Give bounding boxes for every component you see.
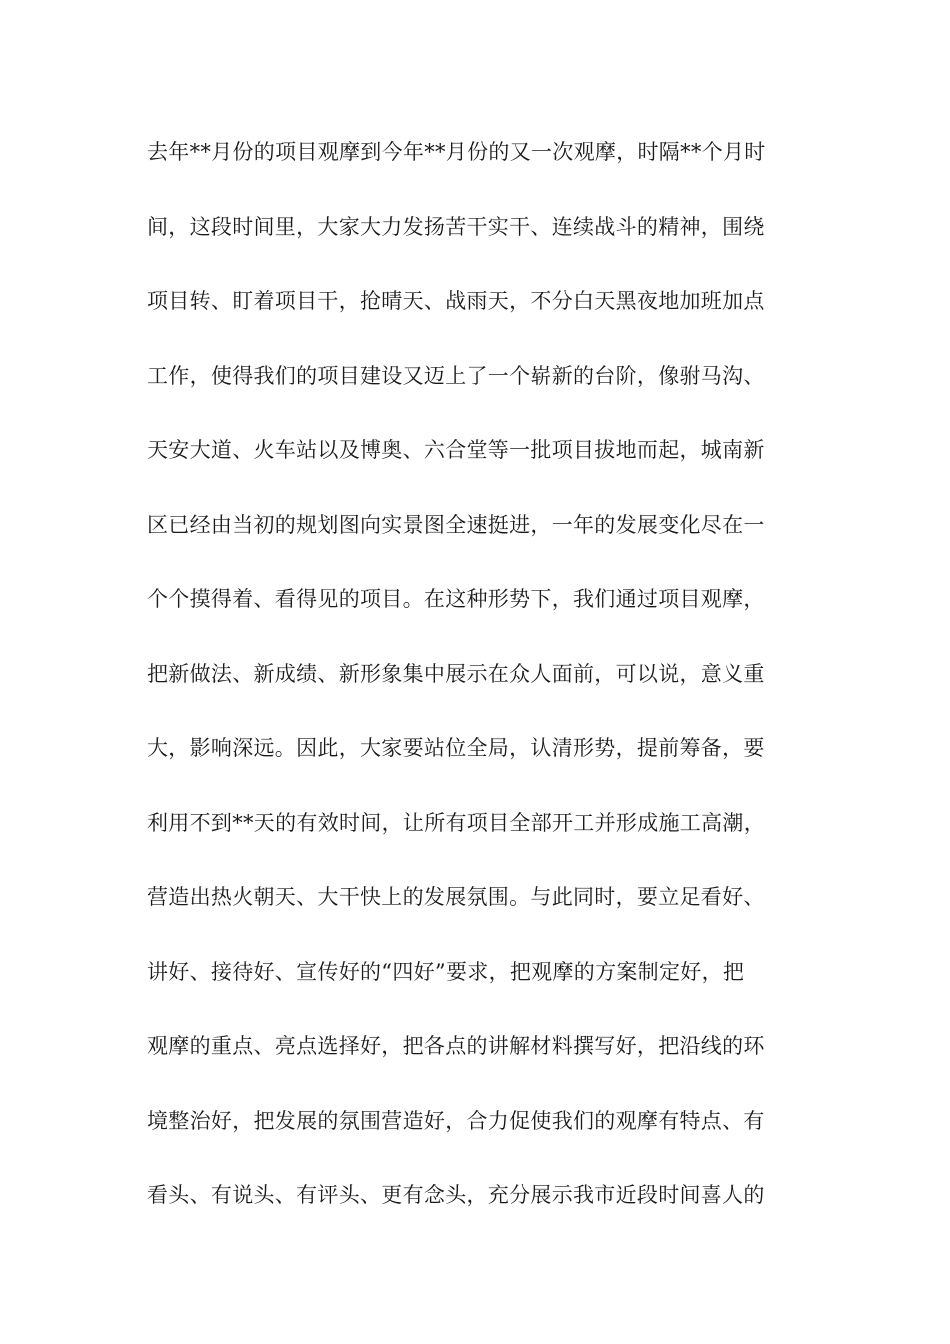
text-line: 天安大道、火车站以及博奥、六合堂等一批项目拔地而起，城南新	[147, 438, 765, 462]
text-line: 去年**月份的项目观摩到今年**月份的又一次观摩，时隔**个月时	[147, 140, 766, 164]
text-line: 个个摸得着、看得见的项目。在这种形势下，我们通过项目观摩，	[147, 587, 765, 611]
body-paragraph	[147, 131, 807, 1249]
text-line: 利用不到**天的有效时间，让所有项目全部开工并形成施工高潮，	[147, 810, 765, 835]
text-line: 把新做法、新成绩、新形象集中展示在众人面前，可以说，意义重	[147, 661, 765, 686]
text-line: 讲好、接待好、宣传好的“四好”要求，把观摩的方案制定好，把	[147, 959, 745, 984]
text-line: 区已经由当初的规划图向实景图全速挺进，一年的发展变化尽在一	[147, 512, 765, 537]
text-line: 大，影响深远。因此，大家要站位全局，认清形势，提前筹备，要	[147, 736, 765, 760]
text-line: 营造出热火朝天、大干快上的发展氛围。与此同时，要立足看好、	[147, 885, 765, 909]
text-line: 境整治好，把发展的氛围营造好，合力促使我们的观摩有特点、有	[147, 1108, 765, 1133]
text-line: 间，这段时间里，大家大力发扬苦干实干、连续战斗的精神，围绕	[147, 214, 765, 239]
text-line: 工作，使得我们的项目建设又迈上了一个崭新的台阶，像驸马沟、	[147, 363, 765, 388]
text-line: 观摩的重点、亮点选择好，把各点的讲解材料撰写好，把沿线的环	[147, 1034, 765, 1058]
text-line: 项目转、盯着项目干，抢晴天、战雨天，不分白天黑夜地加班加点	[147, 289, 765, 313]
text-line: 看头、有说头、有评头、更有念头，充分展示我市近段时间喜人的	[147, 1183, 765, 1207]
